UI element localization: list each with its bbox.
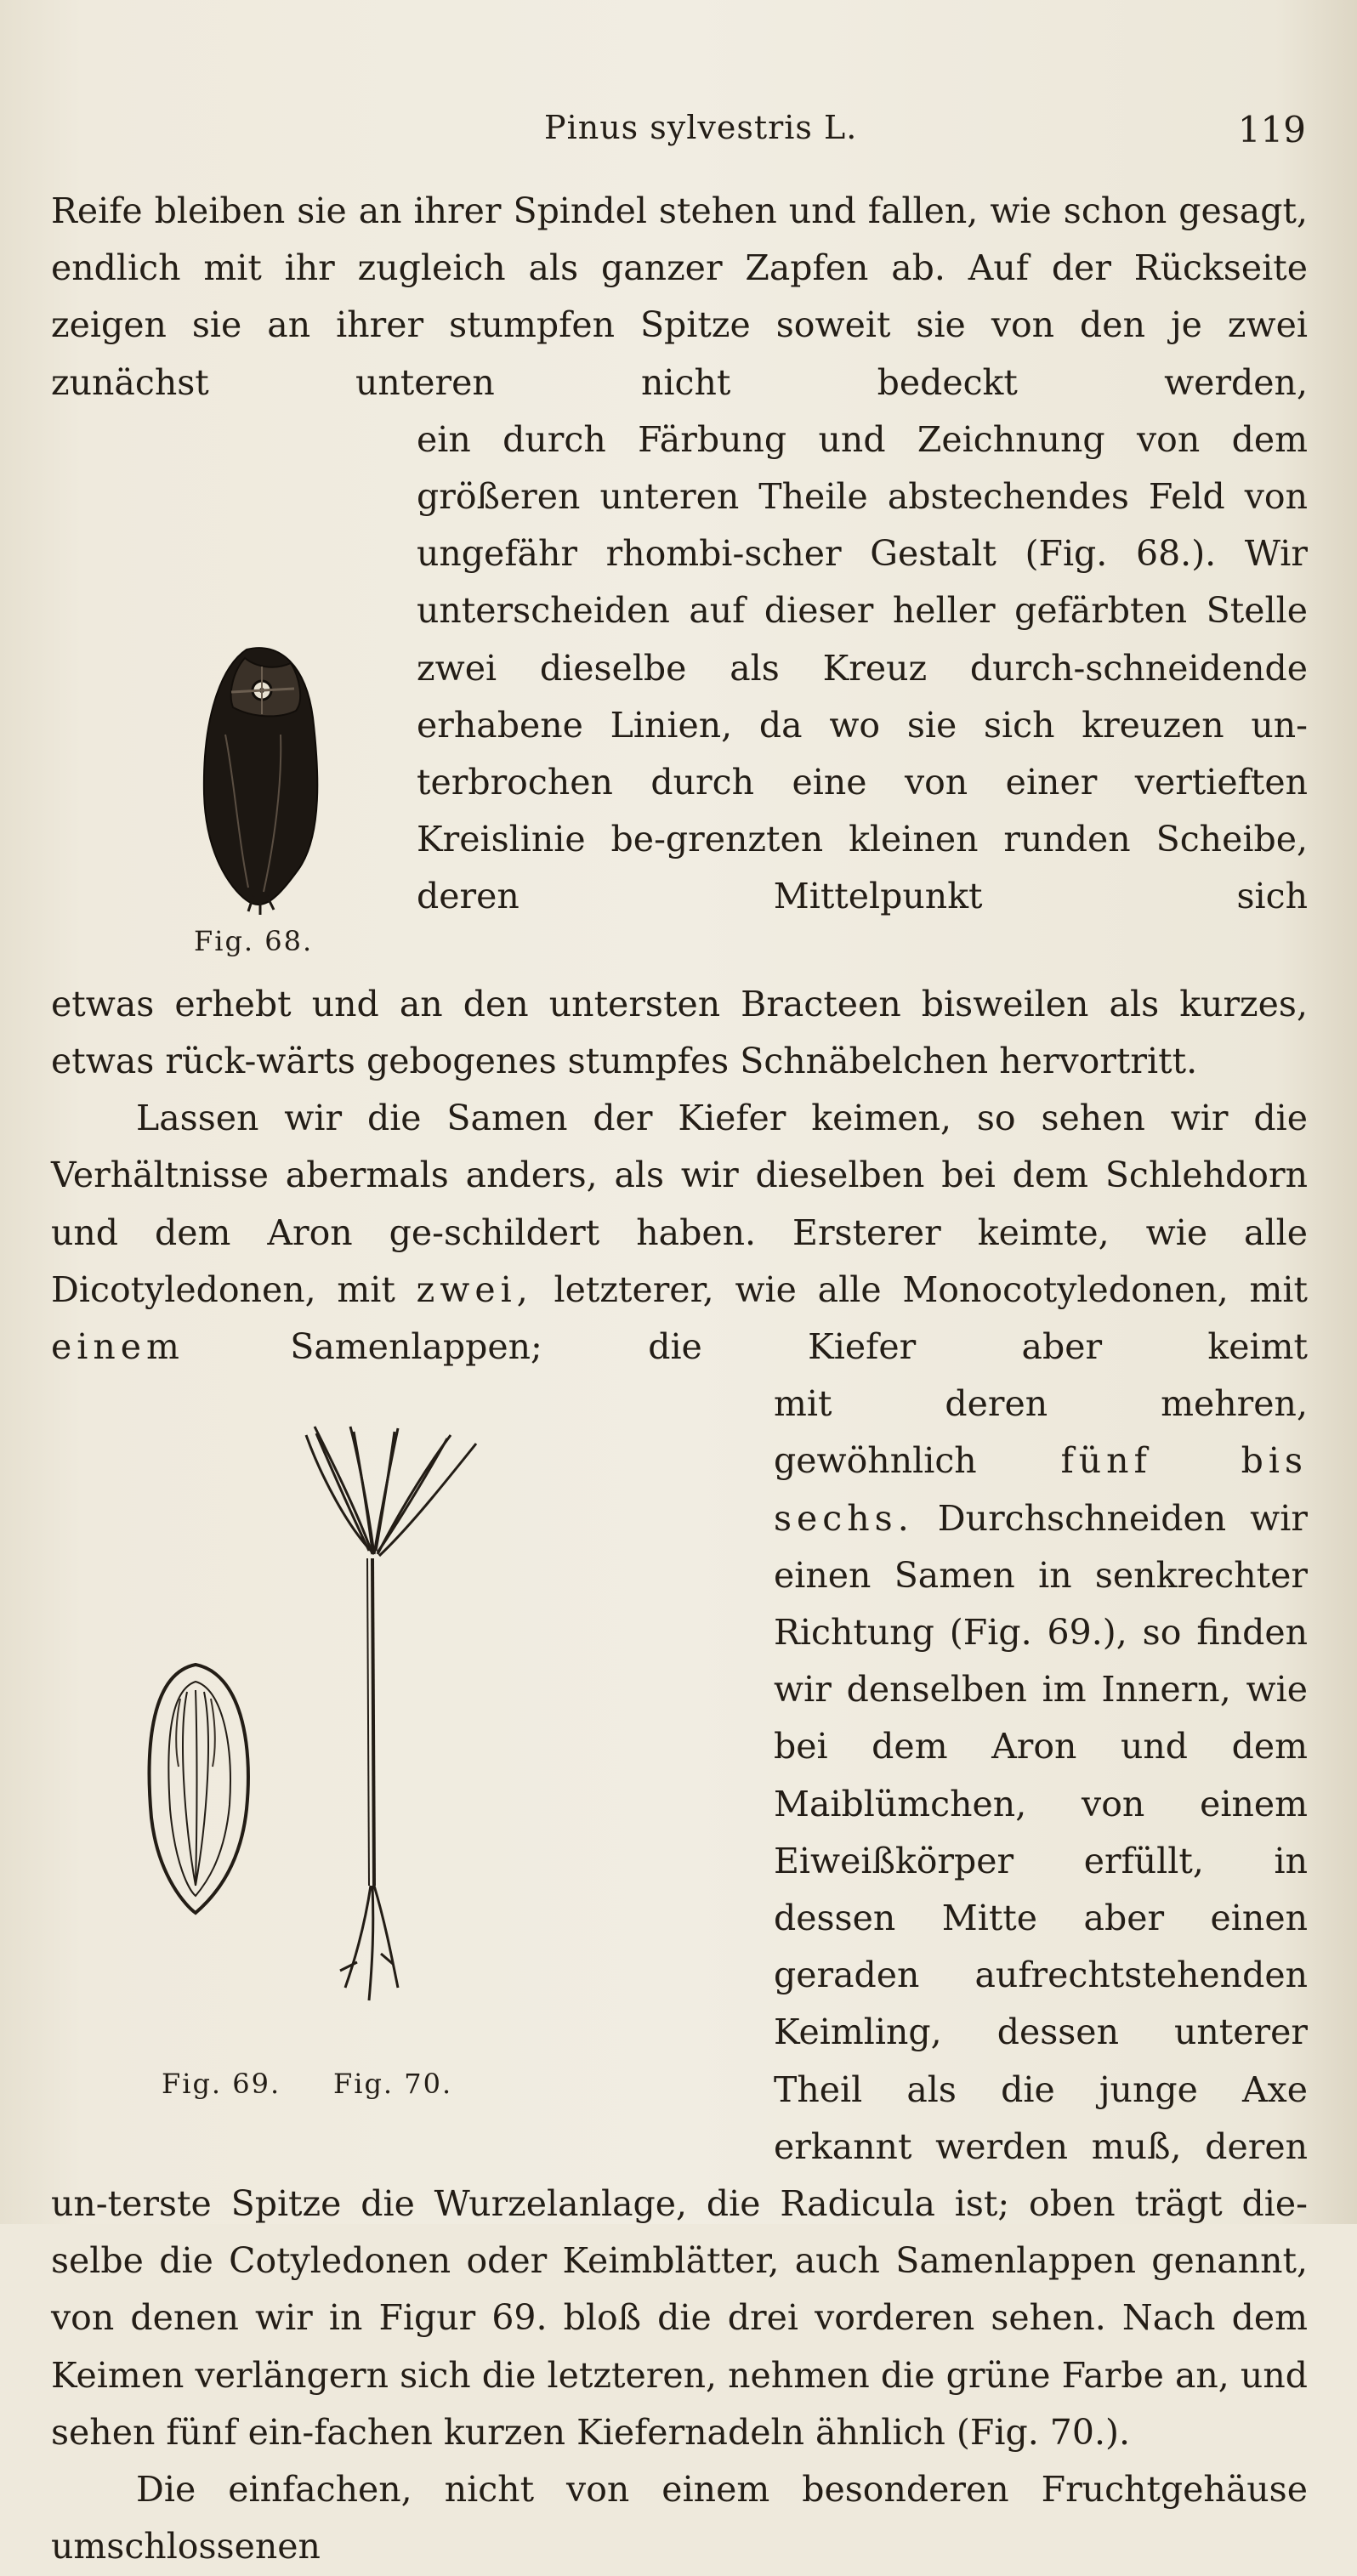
figure-68-caption: Fig. 68.	[194, 924, 314, 957]
paragraph-2-part-a: Lassen wir die Samen der Kiefer keimen, so sehen wir die Verhältnisse abermals anders, als wir dieselben bei dem Schlehdorn und dem Aron ge-schildert haben. Ersterer keimte, wie alle Dicotyledonen, mit	[51, 1098, 1308, 1310]
figure-68-block	[51, 411, 417, 976]
figure-69-70-illustration	[51, 1376, 774, 2124]
figure-68-illustration	[51, 411, 417, 976]
running-head	[0, 109, 1357, 160]
figure-69-seed-drawing	[150, 1665, 248, 1913]
figure-69-70-block	[51, 1376, 774, 2124]
emphasis-zwei: zwei,	[416, 1268, 533, 1310]
paragraph-2-intro	[51, 1090, 1308, 1376]
figure-69-caption: Fig. 69.	[162, 2068, 281, 2101]
paragraph-2-end: selbe die Cotyledonen oder Keimblätter, auch Samenlappen genannt, von denen wir in Figur 69. bloß die drei vorderen sehen. Nach dem Keimen verlängern sich die letzteren, nehmen die grüne Farbe an, und sehen fünf ein-fachen kurzen Kiefernadeln ähnlich (Fig. 70.).	[51, 2240, 1308, 2453]
page-number: 119	[1237, 109, 1306, 150]
emphasis-einem: einem	[51, 1326, 185, 1368]
paragraph-3: Die einfachen, nicht von einem besonderen Fruchtgehäuse umschlossenen	[51, 2469, 1308, 2567]
paragraph-2-mehren: mit deren mehren, gewöhnlich	[774, 1383, 1308, 1482]
paragraph-1-beside-figure: ein durch Färbung und Zeichnung von dem größeren unteren Theile abstechendes Feld von ungefähr rhombi-scher Gestalt (Fig. 68.). Wir unterscheiden auf dieser heller gefärbten Stelle zwei dieselbe als Kreuz durch-schneidende erhabene Linien, da wo sie sich kreuzen un-terbrochen durch eine von einer vertieften Kreislinie be-grenzten kleinen runden Scheibe, deren Mittelpunkt sich	[417, 418, 1308, 917]
figure-70-caption: Fig. 70.	[333, 2068, 453, 2101]
emphasis-fuenf-bis-sechs: fünf bis sechs.	[774, 1440, 1308, 1539]
figure-70-seedling-drawing	[306, 1427, 476, 2000]
paragraph-2-part-d: Durchschneiden wir einen Samen in senkrechter Richtung (Fig. 69.), so finden wir denselben im Innern, wie bei dem Aron und dem Maiblümchen, von einem Eiweißkörper erfüllt, in dessen Mitte aber einen geraden aufrechtstehenden Keimling, dessen unterer Theil als die junge Axe erkannt werden muß, deren un-terste Spitze die Wurzelanlage, die Radicula ist; oben trägt die-	[51, 1497, 1308, 2225]
paragraph-2-part-c: Samenlappen; die Kiefer aber keimt	[290, 1326, 1308, 1368]
running-title: Pinus sylvestris L.	[544, 109, 858, 146]
paragraph-1-end: etwas erhebt und an den untersten Bracteen bisweilen als kurzes, etwas rück-wärts gebogenes stumpfes Schnäbelchen hervortritt.	[51, 983, 1308, 1082]
body-text	[51, 183, 1308, 2576]
paragraph-1-top: Reife bleiben sie an ihrer Spindel stehen und fallen, wie schon gesagt, endlich mit ihr zugleich als ganzer Zapfen ab. Auf der Rückseite zeigen sie an ihrer stumpfen Spitze soweit sie von den je zwei zunächst unteren nicht bedeckt werden,	[51, 190, 1308, 403]
paragraph-2-part-b: letzterer, wie alle Monocotyledonen, mit	[554, 1268, 1308, 1310]
